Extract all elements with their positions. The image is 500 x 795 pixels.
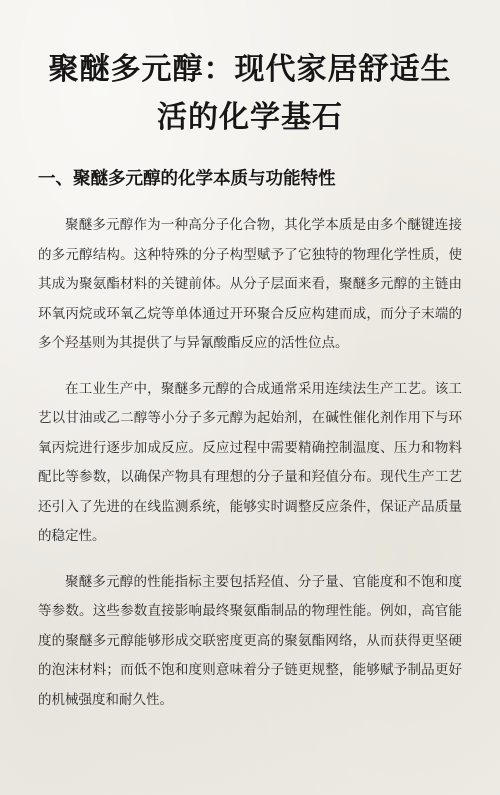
body-paragraph-3: 聚醚多元醇的性能指标主要包括羟值、分子量、官能度和不饱和度等参数。这些参数直接影响最终聚氨酯制品的物理性能。例如，高官能度的聚醚多元醇能够形成交联密度更高的聚氨酯网络，从而获得更坚硬的泡沫材料；而低不饱和度则意味着分子链更规整，能够赋予制品更好的机械强度和耐久性。	[38, 573, 462, 708]
body-paragraph-1: 聚醚多元醇作为一种高分子化合物，其化学本质是由多个醚键连接的多元醇结构。这种特殊的分子构型赋予了它独特的物理化学性质，使其成为聚氨酯材料的关键前体。从分子层面来看，聚醚多元醇的主链由环氧丙烷或环氧乙烷等单体通过开环聚合反应构建而成，而分子末端的多个羟基则为其提供了与异氰酸酯反应的活性位点。	[38, 217, 462, 351]
section-heading: 一、聚醚多元醇的化学本质与功能特性	[38, 169, 336, 189]
document-title: 聚醚多元醇：现代家居舒适生活的化学基石	[48, 52, 452, 135]
body-paragraph-2: 在工业生产中，聚醚多元醇的合成通常采用连续法生产工艺。该工艺以甘油或乙二醇等小分子多元醇为起始剂，在碱性催化剂作用下与环氧丙烷进行逐步加成反应。反应过程中需要精确控制温度、压力和物料配比等参数，以确保产物具有理想的分子量和羟值分布。现代生产工艺还引入了先进的在线监测系统，能够实时调整反应条件，保证产品质量的稳定性。	[38, 380, 462, 544]
